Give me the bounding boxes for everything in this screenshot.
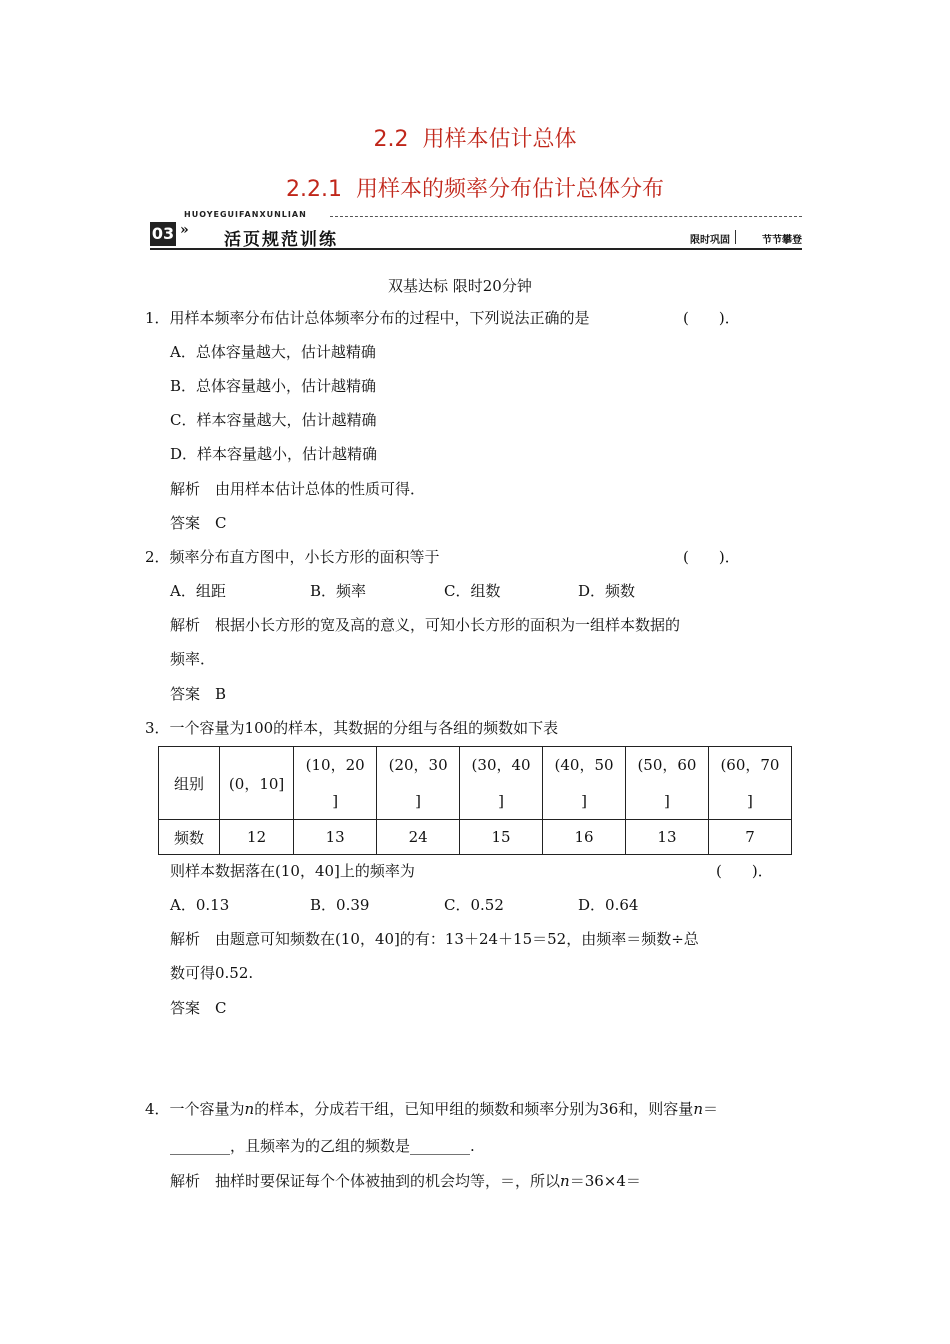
- table-cell: [294, 747, 377, 820]
- q2-option-c: C．组数: [444, 582, 501, 600]
- table-cell-text: (50，60 ]: [637, 756, 697, 810]
- q4-stem: [145, 1098, 718, 1119]
- q3-answer: 答案 C: [170, 999, 227, 1017]
- table-row: [159, 747, 792, 820]
- banner-tag-right: 节节攀登: [762, 235, 802, 246]
- section-number: 2.2: [373, 127, 409, 152]
- q1-option-d: D．样本容量越小，估计越精确: [170, 445, 378, 463]
- subsection-number: 2.2.1: [286, 177, 342, 202]
- table-cell: [460, 747, 543, 820]
- q2-answer: 答案 B: [170, 685, 227, 703]
- variable-n: n: [244, 1100, 255, 1118]
- banner-number-badge: 03: [150, 222, 176, 246]
- q4-analysis: [170, 1170, 641, 1191]
- table-cell-text: (20，30 ]: [388, 756, 448, 810]
- q2-option-b: B．频率: [310, 582, 367, 600]
- q2-option-d: D．频数: [578, 582, 636, 600]
- frequency-table: [158, 746, 792, 855]
- table-row: [159, 820, 792, 855]
- table-cell: 15: [460, 820, 543, 855]
- q3-option-c: C．0.52: [444, 896, 504, 914]
- banner-baseline: [150, 248, 802, 250]
- q2-analysis-line2: 频率．: [170, 650, 216, 668]
- q3-option-d: D．0.64: [578, 896, 639, 914]
- section-title-text: 用样本估计总体: [422, 127, 577, 152]
- subsection-title: [0, 172, 950, 203]
- q2-option-a: A．组距: [170, 582, 226, 600]
- q4-analysis-part-b: ＝36×4＝: [569, 1172, 641, 1190]
- q3-stem: 3．一个容量为100的样本，其数据的分组与各组的频数如下表: [145, 719, 559, 737]
- practice-banner: [150, 210, 802, 250]
- q3-analysis-line1: 解析 由题意可知频数在(10，40]的有：13＋24＋15＝52，由频率＝频数÷总: [170, 930, 699, 948]
- exercise-subtitle: 双基达标 限时20分钟: [388, 277, 532, 295]
- banner-dashed-divider: [330, 216, 802, 217]
- banner-separator: [735, 230, 736, 244]
- banner-pinyin: HUOYEGUIFANXUNLIAN: [184, 210, 307, 219]
- table-cell: 24: [377, 820, 460, 855]
- q1-option-b: B．总体容量越小，估计越精确: [170, 377, 377, 395]
- table-cell-text: (10，20 ]: [305, 756, 365, 810]
- q4-stem-part-c: ＝: [702, 1100, 718, 1118]
- q4-analysis-part-a: 解析 抽样时要保证每个个体被抽到的机会均等，＝，所以: [170, 1172, 561, 1190]
- q1-answer-blank: ( )．: [683, 309, 740, 327]
- q1-analysis: 解析 由用样本估计总体的性质可得．: [170, 480, 426, 498]
- table-cell: [377, 747, 460, 820]
- q1-answer: 答案 C: [170, 514, 227, 532]
- q1-option-c: C．样本容量越大，估计越精确: [170, 411, 377, 429]
- variable-n: n: [560, 1172, 570, 1190]
- q2-analysis-line1: 解析 根据小长方形的宽及高的意义，可知小长方形的面积为一组样本数据的: [170, 616, 681, 634]
- q4-stem-part-a: 4．一个容量为: [145, 1100, 245, 1118]
- q3-option-a: A．0.13: [170, 896, 230, 914]
- q3-question: 则样本数据落在(10，40]上的频率为: [170, 862, 415, 880]
- table-cell: 7: [708, 820, 791, 855]
- section-title: [0, 122, 950, 153]
- table-cell: [543, 747, 626, 820]
- table-cell: 12: [220, 820, 294, 855]
- q3-answer-blank: ( )．: [716, 862, 773, 880]
- table-cell: (0，10]: [220, 747, 294, 820]
- q4-stem-part-b: 的样本，分成若干组，已知甲组的频数和频率分别为36和，则容量: [254, 1100, 694, 1118]
- banner-tag-left: 限时巩固: [690, 235, 730, 246]
- q1-stem: 1．用样本频率分布估计总体频率分布的过程中，下列说法正确的是: [145, 309, 590, 327]
- subsection-title-text: 用样本的频率分布估计总体分布: [355, 177, 664, 202]
- q3-analysis-line2: 数可得0.52.: [170, 964, 254, 982]
- chevron-icon: »: [180, 222, 189, 238]
- q3-option-b: B．0.39: [310, 896, 370, 914]
- table-header-cell: 组别: [159, 747, 220, 820]
- table-header-cell: 频数: [159, 820, 220, 855]
- table-cell-text: (40，50 ]: [554, 756, 614, 810]
- q1-option-a: A．总体容量越大，估计越精确: [170, 343, 376, 361]
- table-cell: 16: [543, 820, 626, 855]
- table-cell: [708, 747, 791, 820]
- table-cell-text: (60，70 ]: [720, 756, 780, 810]
- q4-line2: ________，且频率为的乙组的频数是________.: [170, 1137, 475, 1155]
- table-cell-text: (30，40 ]: [471, 756, 531, 810]
- table-cell: [626, 747, 709, 820]
- table-cell: 13: [294, 820, 377, 855]
- q2-answer-blank: ( )．: [683, 548, 740, 566]
- table-cell: 13: [626, 820, 709, 855]
- banner-section-title: 活页规范训练: [224, 230, 338, 250]
- variable-n: n: [693, 1100, 703, 1118]
- q2-stem: 2．频率分布直方图中，小长方形的面积等于: [145, 548, 440, 566]
